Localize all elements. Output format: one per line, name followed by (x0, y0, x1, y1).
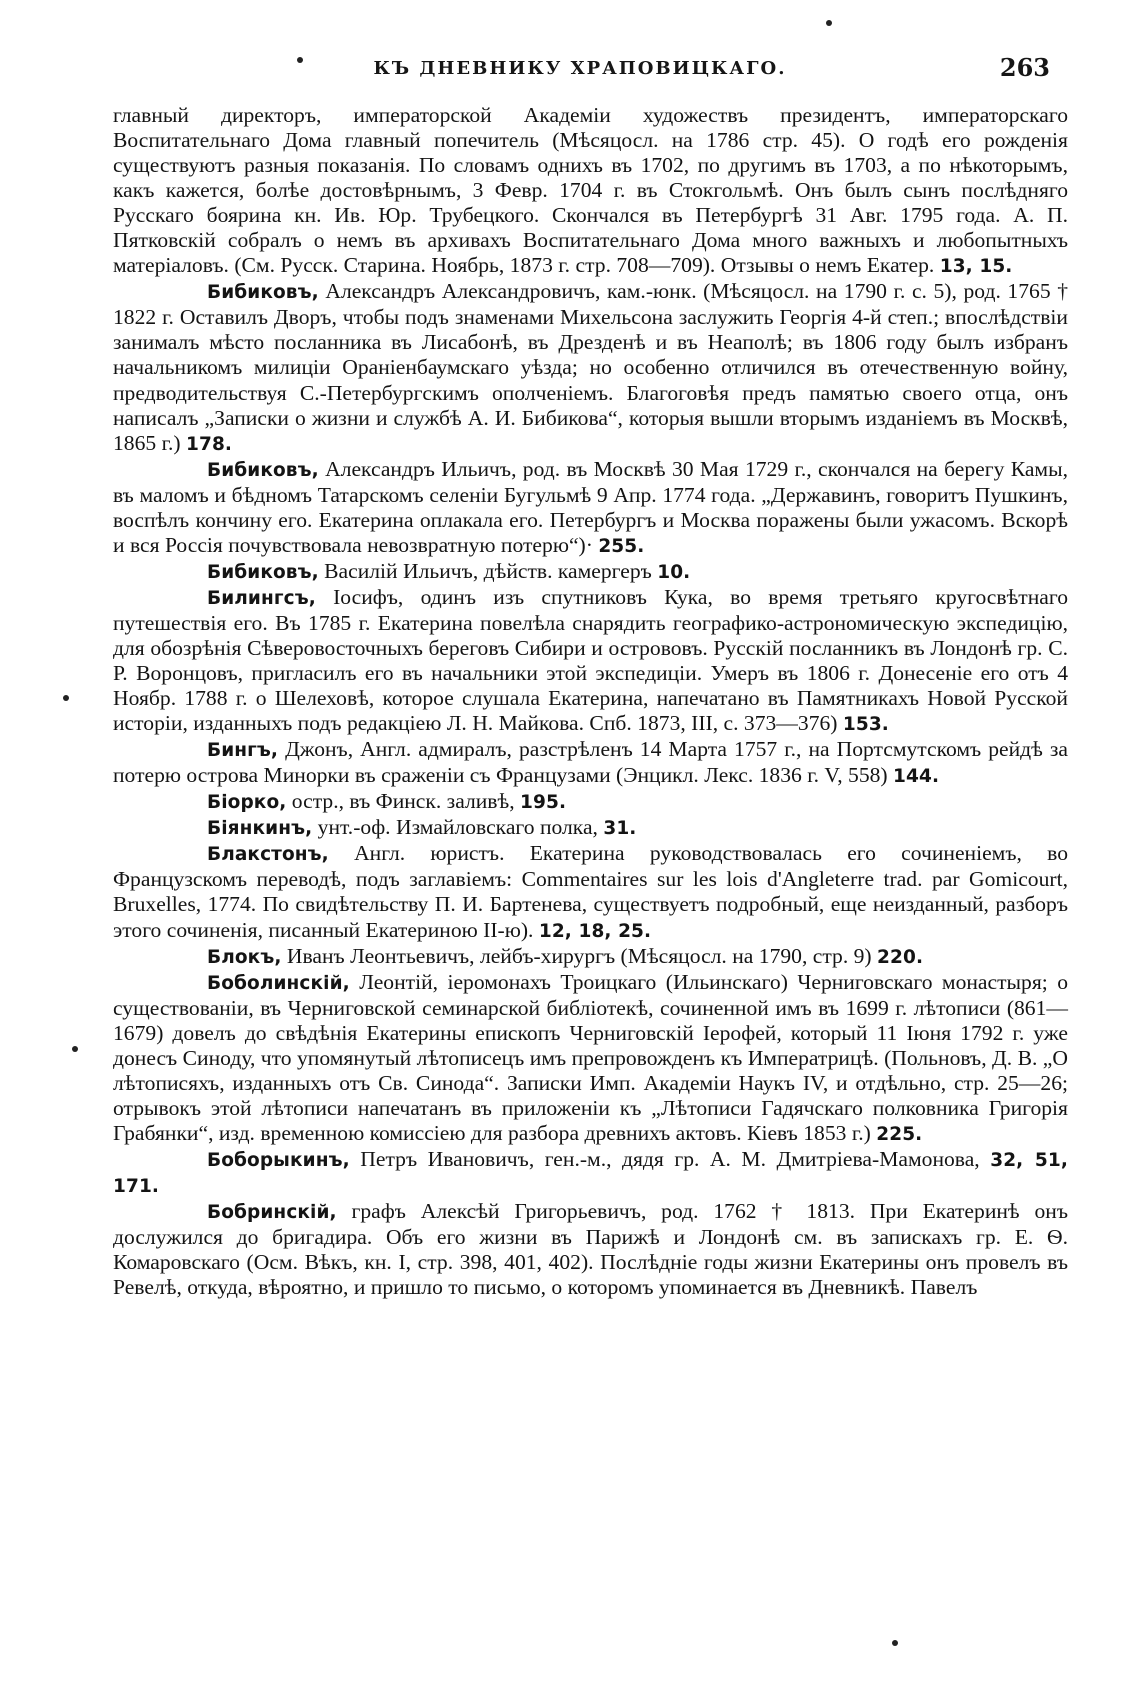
margin-dot (63, 695, 69, 701)
page-refs: 31. (603, 818, 637, 840)
entry-text: главный директоръ, императорской Академіи художествъ президентъ, императорскаго Воспитательнаго Дома главный попечитель (Мѣсяцосл. на 1786 стр. 45). О годѣ его рожденія существуютъ разныя показанія. По словамъ однихъ въ 1702, по другимъ въ 1703, а по нѣкоторымъ, какъ кажется, болѣе достовѣрнымъ, 3 Февр. 1704 г. въ Стокгольмѣ. Онъ былъ сынъ послѣдняго Русскаго боярина кн. Ив. Юр. Трубецкого. Скончался въ Петербургѣ 31 Авг. 1795 года. А. П. Пятковскій собралъ о немъ въ архивахъ Воспитательнаго Дома много важныхъ и любопытныхъ матеріаловъ. (См. Русск. Старина. Ноябрь, 1873 г. стр. 708—709). Отзывы о немъ Екатер. (113, 103, 1068, 278)
page-refs: 153. (842, 714, 889, 736)
page-number: 263 (999, 53, 1050, 82)
entry-text: Александръ Александровичъ, кам.-юнк. (Мѣсяцосл. на 1790 г. с. 5), род. 1765 † 1822 г. Оставилъ Дворъ, чтобы подъ знаменами Михельсона заслужить Георгія 4-й степ.; впослѣдствіи занималъ мѣсто посланника въ Лисабонѣ, въ Дрезденѣ и въ Неаполѣ; въ 1806 году былъ избранъ начальникомъ милиціи Ораніенбаумскаго уѣзда; но особенно отличился въ отечественную войну, предводительствуя С.-Петербургскимъ ополченіемъ. Благоговѣя предъ памятью своего отца, онъ написалъ „Записки о жизни и службѣ А. И. Бибикова“, которыя вышли вторымъ изданіемъ въ Москвѣ, 1865 г.) (113, 279, 1068, 455)
page-refs: 255. (598, 535, 645, 557)
entry-headword: Билингсъ, (207, 587, 316, 609)
page-refs: 225. (876, 1123, 923, 1145)
page-refs: 10. (657, 561, 691, 583)
index-entry-continuation (113, 103, 1068, 279)
margin-dot (826, 20, 832, 26)
entry-headword: Бибиковъ, (207, 459, 319, 481)
page-header (0, 0, 1140, 100)
entry-text: Іосифъ, одинъ изъ спутниковъ Кука, во время третьяго кругосвѣтнаго путешествія его. Въ 1785 г. Екатерина повелѣла снарядить географико-астрономическую экспедицію, для обозрѣнія Сѣверовосточныхъ береговъ Сибири и острововъ. Русскій посланникъ въ Лондонѣ гр. С. Р. Воронцовъ, пригласилъ его въ начальники этой экспедиціи. Умеръ въ 1806 г. Донесеніе его отъ 4 Ноябр. 1788 г. о Шелеховѣ, которое слушала Екатерина, напечатано въ Памятникахъ Новой Русской исторіи, изданныхъ подъ редакціею Л. Н. Майкова. Спб. 1873, III, с. 373—376) (113, 584, 1068, 736)
page-refs: 32, 51, 171. (113, 1149, 1069, 1197)
index-entry (113, 737, 1068, 789)
margin-dot (72, 1046, 78, 1052)
index-entry (113, 585, 1068, 737)
entry-text: Леонтій, іеромонахъ Троицкаго (Ильинскаго) Черниговскаго монастыря; о существованіи, въ Черниговской семинарской библіотекѣ, сочиненной имъ въ 1699 г. лѣтописи (861—1679) довелъ до свѣдѣнія Екатерины епископъ Черниговскій Іерофей, который 11 Іюня 1792 г. уже донесъ Синоду, что упомянутый лѣтописецъ имъ препровожденъ къ Императрицѣ. (Польновъ, Д. В. „О лѣтописяхъ, изданныхъ отъ Св. Синода“. Записки Имп. Академіи Наукъ IV, и отдѣльно, стр. 25—26; отрывокъ этой лѣтописи напечатанъ въ приложеніи къ „Лѣтописи Гадячскаго полковника Григорія Грабянки“, изд. временною комиссіею для разбора древнихъ актовъ. Кіевъ 1853 г.) (113, 969, 1068, 1145)
margin-dot (892, 1640, 898, 1646)
entry-headword: Біорко, (207, 792, 287, 814)
page-refs: 220. (877, 946, 924, 968)
margin-dot (297, 57, 303, 63)
entry-text: Петръ Ивановичъ, ген.-м., дядя гр. А. М. Дмитріева-Мамонова, (360, 1146, 980, 1171)
entry-text: Иванъ Леонтьевичъ, лейбъ-хирургъ (Мѣсяцосл. на 1790, стр. 9) (286, 943, 872, 968)
entry-headword: Блакстонъ, (207, 844, 329, 866)
entry-text: Василій Ильичъ, дѣйств. камергеръ (324, 558, 652, 583)
entry-text: остр., въ Финск. заливѣ, (291, 789, 515, 814)
index-entry (113, 970, 1068, 1147)
index-entry (113, 815, 1068, 841)
index-entry (113, 1147, 1068, 1199)
index-entries (113, 103, 1068, 1301)
page-refs: 144. (893, 766, 940, 788)
entry-headword: Бингъ, (207, 740, 279, 762)
page-refs: 12, 18, 25. (538, 920, 652, 942)
index-entry (113, 1199, 1068, 1301)
entry-text: Джонъ, Англ. адмиралъ, разстрѣленъ 14 Марта 1757 г., на Портсмутскомъ рейдѣ за потерю острова Минорки въ сраженіи съ Французами (Энцикл. Лекс. 1836 г. V, 558) (113, 737, 1068, 788)
index-entry (113, 457, 1068, 559)
index-entry (113, 789, 1068, 815)
index-entry (113, 559, 1068, 585)
entry-headword: Боболинскій, (207, 972, 350, 994)
page-refs: 195. (520, 792, 567, 814)
entry-text: графъ Алексѣй Григорьевичъ, род. 1762 † 1813. При Екатеринѣ онъ дослужился до бригадира. Объ его жизни въ Парижѣ и Лондонѣ см. въ запискахъ гр. Е. Ѳ. Комаровскаго (Осм. Вѣкъ, кн. I, стр. 398, 401, 402). Послѣдніе годы жизни Екатерины онъ провелъ въ Ревелѣ, откуда, вѣроятно, и пришло то письмо, о которомъ упоминается въ Дневникѣ. Павелъ (113, 1199, 1068, 1300)
entry-headword: Блокъ, (207, 946, 282, 968)
index-entry (113, 279, 1068, 456)
entry-headword: Бибиковъ, (207, 561, 319, 583)
page-refs: 178. (186, 433, 233, 455)
entry-headword: Бобринскій, (207, 1202, 337, 1224)
running-title: КЪ ДНЕВНИКУ ХРАПОВИЦКАГО. (373, 58, 787, 79)
entry-text: унт.-оф. Измайловскаго полка, (317, 815, 598, 840)
entry-text: Англ. юристъ. Екатерина руководствовалась его сочиненіемъ, во Французскомъ переводѣ, подъ заглавіемъ: Commentaires sur les lois d'Angleterre trad. par Gomicourt, Bruxelles, 1774. По свидѣтельству П. И. Бартенева, существуетъ подробный, еще неизданный, разборъ этого сочиненія, писанный Екатериною II-ю). (113, 841, 1068, 942)
page-refs: 13, 15. (939, 256, 1013, 278)
entry-headword: Бибиковъ, (207, 282, 319, 304)
index-entry (113, 841, 1068, 943)
entry-headword: Біянкинъ, (207, 818, 313, 840)
entry-headword: Боборыкинъ, (207, 1149, 350, 1171)
entry-text: Александръ Ильичъ, род. въ Москвѣ 30 Мая 1729 г., скончался на берегу Камы, въ маломъ и бѣдномъ Татарскомъ селеніи Бугульмѣ 9 Апр. 1774 года. „Державинъ, говоритъ Пушкинъ, воспѣлъ кончину его. Екатерина оплакала его. Петербургъ и Москва поражены были ужасомъ. Вскорѣ и вся Россія почувствовала невозвратную потерю“)· (113, 456, 1068, 557)
index-entry (113, 944, 1068, 970)
